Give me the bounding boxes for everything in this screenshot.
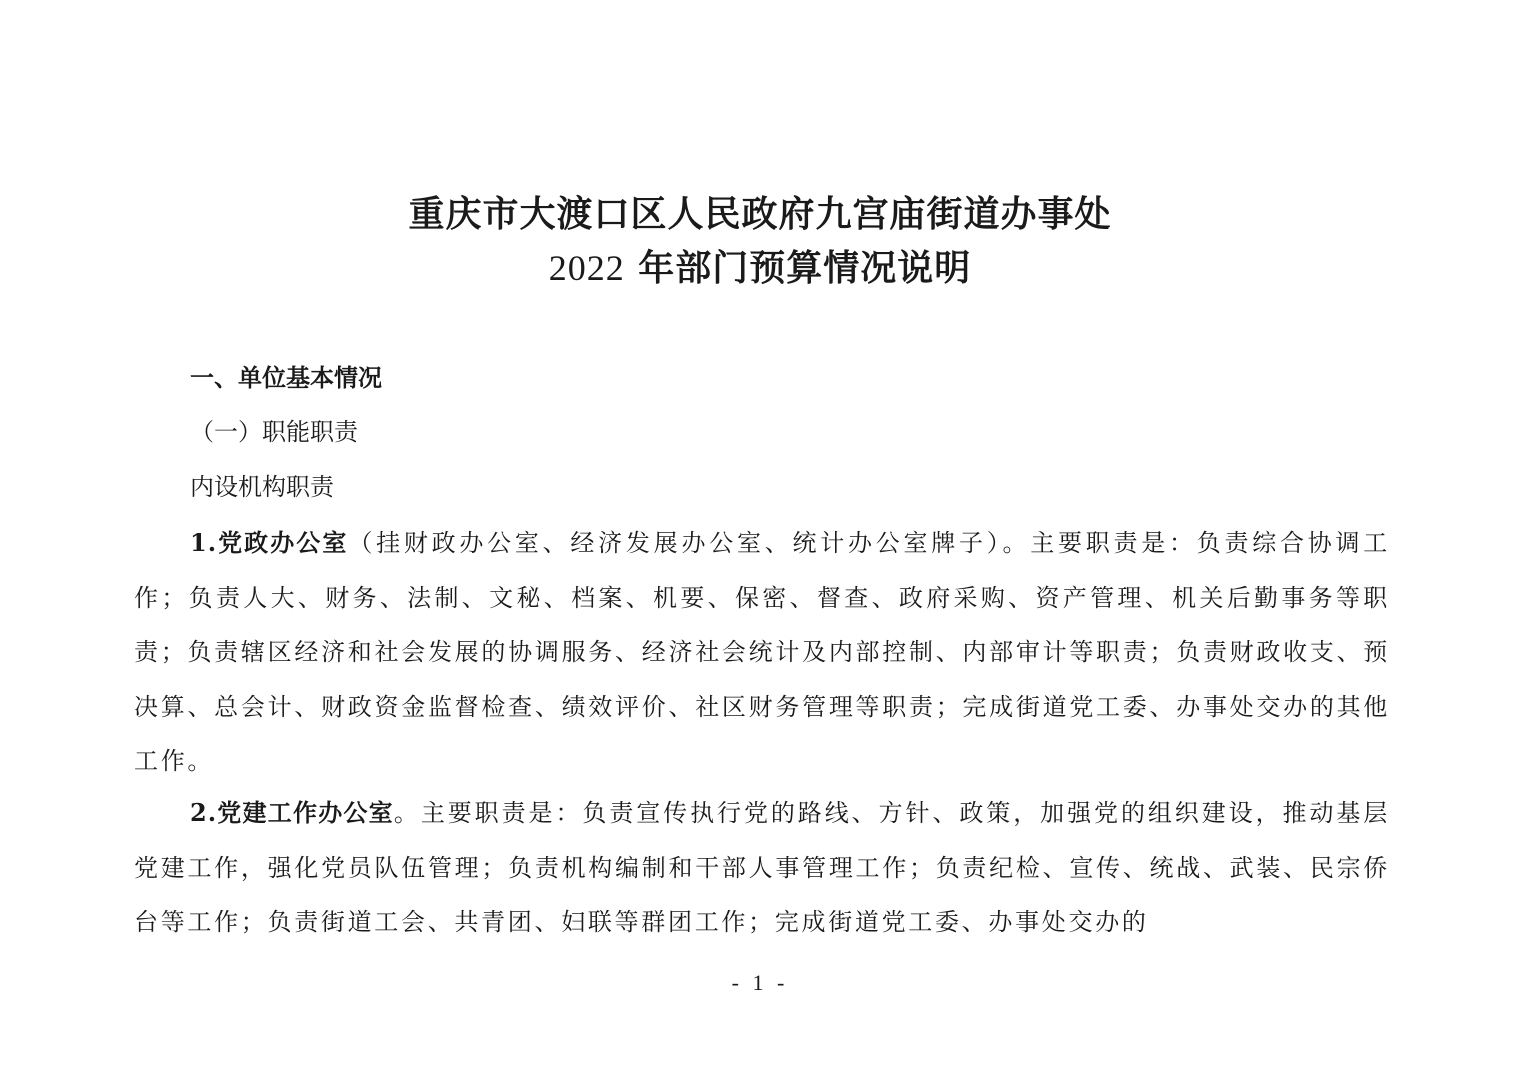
page-number: - 1 - (731, 970, 789, 995)
paragraph-party-office (134, 516, 1390, 789)
paragraph-party-building-office (134, 786, 1390, 950)
document-title-line1: 重庆市大渡口区人民政府九宫庙街道办事处 (408, 193, 1112, 235)
section-heading: 一、单位基本情况 (190, 364, 382, 392)
inner-heading: 内设机构职责 (190, 473, 334, 501)
subsection-heading: （一）职能职责 (190, 418, 358, 446)
title-year: 2022 (548, 248, 625, 288)
paragraph-body: （挂财政办公室、经济发展办公室、统计办公室牌子）。主要职责是：负责综合协调工作；负责人大、财务、法制、文秘、档案、机要、保密、督查、政府采购、资产管理、机关后勤事务等职责；负责辖区经济和社会发展的协调服务、经济社会统计及内部控制、内部审计等职责；负责财政收支、预决算、总会计、财政资金监督检查、绩效评价、社区财务管理等职责；完成街道党工委、办事处交办的其他工作。 (134, 529, 1390, 775)
title-line2-text: 年部门预算情况说明 (638, 247, 972, 289)
paragraph-body: 。主要职责是：负责宣传执行党的路线、方针、政策，加强党的组织建设，推动基层党建工作，强化党员队伍管理；负责机构编制和干部人事管理工作；负责纪检、宣传、统战、武装、民宗侨台等工作；负责街道工会、共青团、妇联等群团工作；完成街道党工委、办事处交办的 (134, 799, 1390, 936)
document-title-line2 (0, 244, 1520, 292)
paragraph-lead: 1.党政办公室 (190, 528, 349, 557)
paragraph-lead: 2.党建工作办公室 (190, 798, 394, 827)
